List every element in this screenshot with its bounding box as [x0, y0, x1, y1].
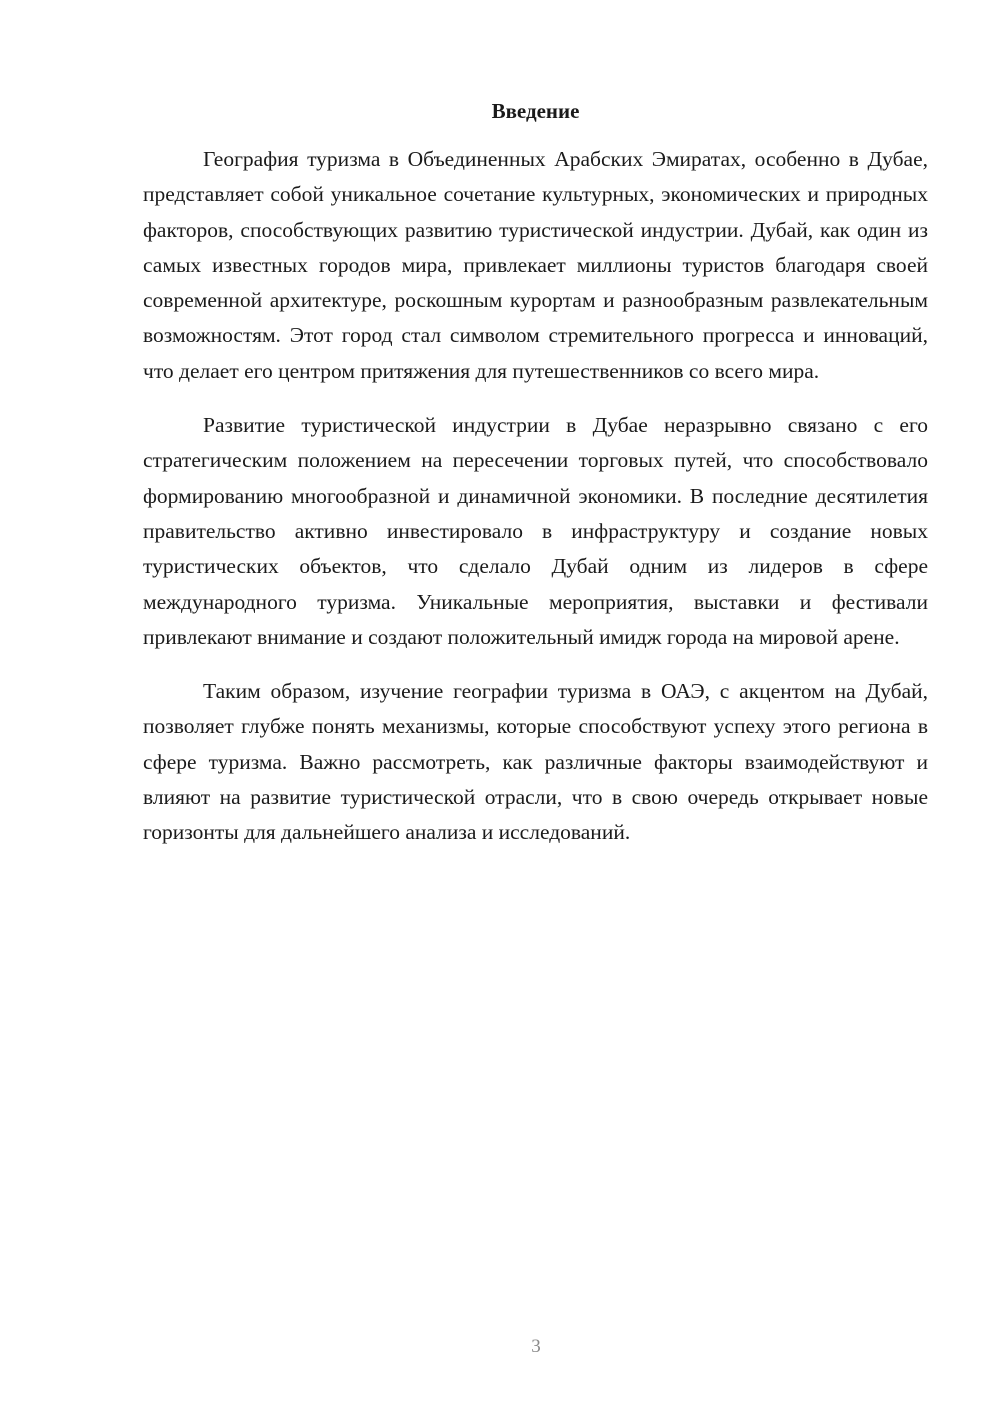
paragraph-1: География туризма в Объединенных Арабских Эмиратах, особенно в Дубае, представляет собой уникальное сочетание культурных, экономических и природных факторов, способствующих развитию туристической индустрии. Дубай, как один из самых известных городов мира, привлекает миллионы туристов благодаря своей современной архитектуре, роскошным курортам и разнообразным развлекательным возможностям. Этот город стал символом стремительного прогресса и инноваций, что делает его центром притяжения для путешественников со всего мира.	[143, 147, 928, 383]
page-title: Введение	[491, 99, 580, 123]
page-number: 3	[531, 1336, 541, 1357]
document-body	[143, 142, 928, 870]
paragraph-3: Таким образом, изучение географии туризма в ОАЭ, с акцентом на Дубай, позволяет глубже понять механизмы, которые способствуют успеху этого региона в сфере туризма. Важно рассмотреть, как различные факторы взаимодействуют и влияют на развитие туристической отрасли, что в свою очередь открывает новые горизонты для дальнейшего анализа и исследований.	[143, 679, 928, 845]
paragraph-2: Развитие туристической индустрии в Дубае неразрывно связано с его стратегическим положением на пересечении торговых путей, что способствовало формированию многообразной и динамичной экономики. В последние десятилетия правительство активно инвестировало в инфраструктуру и создание новых туристических объектов, что сделало Дубай одним из лидеров в сфере международного туризма. Уникальные мероприятия, выставки и фестивали привлекают внимание и создают положительный имидж города на мировой арене.	[143, 413, 928, 649]
